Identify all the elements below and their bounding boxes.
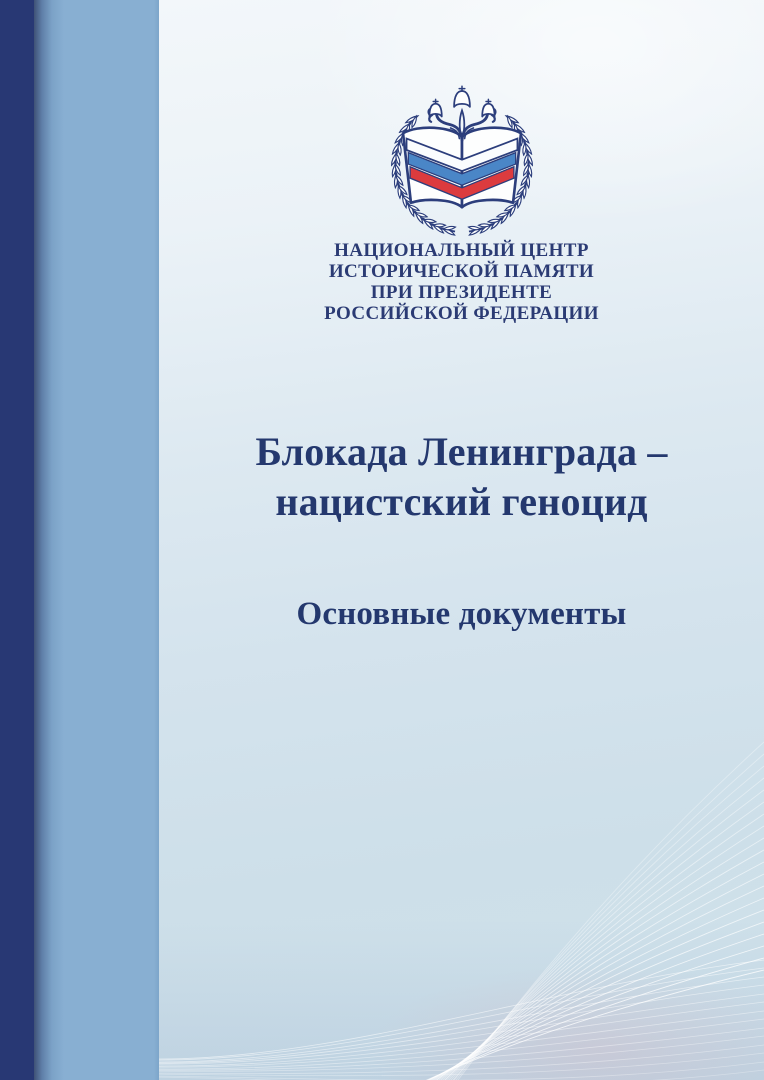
cover-title-line2: нацистский геноцид bbox=[275, 479, 648, 524]
emblem bbox=[374, 84, 550, 238]
cover-subtitle: Основные документы bbox=[296, 596, 627, 632]
organization-line: РОССИЙСКОЙ ФЕДЕРАЦИИ bbox=[324, 303, 599, 324]
national-center-emblem bbox=[374, 84, 550, 238]
spine-navy-stripe bbox=[0, 0, 34, 1080]
wave-decoration bbox=[159, 720, 764, 1080]
organization-line: ИСТОРИЧЕСКОЙ ПАМЯТИ bbox=[328, 261, 595, 282]
organization-line: НАЦИОНАЛЬНЫЙ ЦЕНТР bbox=[334, 240, 589, 261]
organization-line: ПРИ ПРЕЗИДЕНТЕ bbox=[370, 282, 553, 303]
cover-main-area bbox=[159, 0, 764, 1080]
wave-lines bbox=[159, 742, 764, 1080]
wave-pink-glow bbox=[369, 965, 764, 1080]
cover-title-line1: Блокада Ленинграда – bbox=[255, 429, 668, 474]
spine-blue-stripe bbox=[34, 0, 159, 1080]
wave-bottom-shade bbox=[159, 920, 764, 1080]
cover-title bbox=[159, 427, 764, 527]
organization-name bbox=[159, 240, 764, 324]
